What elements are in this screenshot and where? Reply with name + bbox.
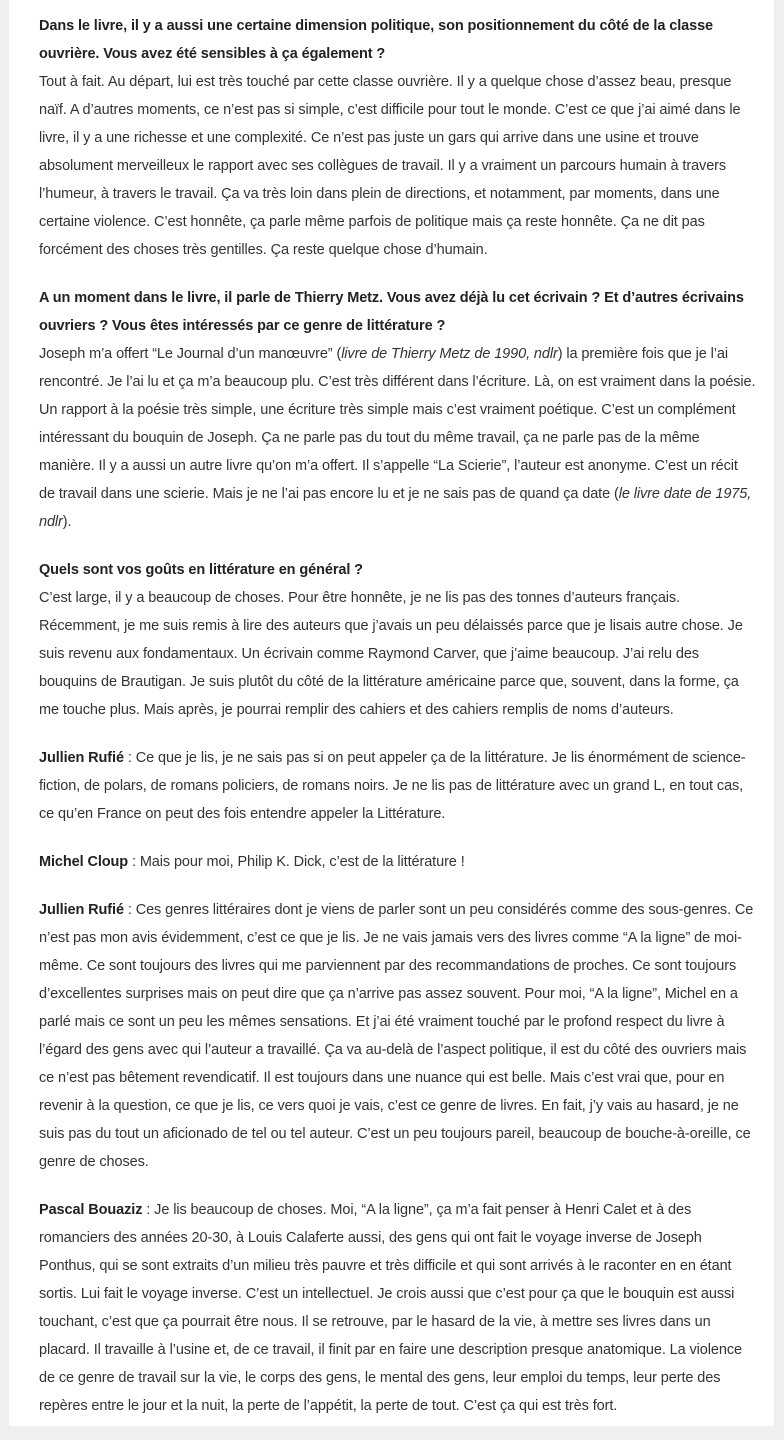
interview-question: Quels sont vos goûts en littérature en général ? — [39, 562, 363, 578]
interview-block — [39, 284, 756, 536]
interview-question: A un moment dans le livre, il parle de Thierry Metz. Vous avez déjà lu cet écrivain ? Et d’autres écrivains ouvriers ? Vous êtes intéressés par ce genre de littérature ? — [39, 290, 744, 334]
speaker-name: Jullien Rufié — [39, 750, 124, 766]
interview-answer-part: ). — [62, 514, 72, 530]
speaker-name: Pascal Bouaziz — [39, 1202, 143, 1218]
editor-note: le livre date de 1975, ndlr — [39, 486, 752, 530]
speaker-text: Mais pour moi, Philip K. Dick, c’est de la littérature ! — [139, 854, 465, 870]
interview-question: Dans le livre, il y a aussi une certaine dimension politique, son positionnement du côté de la classe ouvrière. Vous avez été sensibles à ça également ? — [39, 18, 714, 62]
article-body — [39, 12, 756, 1440]
dialogue-paragraph — [39, 848, 756, 876]
interview-block — [39, 12, 756, 264]
interview-answer-part: Joseph m’a offert “Le Journal d’un manœuvre” ( — [39, 346, 342, 362]
interview-answer: C’est large, il y a beaucoup de choses. Pour être honnête, je ne lis pas des tonnes d’auteurs français. Récemment, je me suis remis à lire des auteurs que j’avais un peu délaissés parce que je lisais autre chose. Je suis revenu aux fondamentaux. Un écrivain comme Raymond Carver, que j’aime beaucoup. J’ai relu des bouquins de Brautigan. Je suis plutôt du côté de la littérature américaine parce que, souvent, dans la forme, ça me touche plus. Mais après, je pourrai remplir des cahiers et des cahiers remplis de noms d’auteurs. — [39, 590, 743, 718]
article-page — [9, 0, 774, 1426]
speaker-name: Michel Cloup — [39, 854, 129, 870]
speaker-separator: : — [123, 902, 136, 918]
interview-answer-part: ) la première fois que je l’ai rencontré. Je l’ai lu et ça m’a beaucoup plu. C’est très différent dans l’écriture. Là, on est vraiment dans la poésie. Un rapport à la poésie très simple, une écriture très simple mais c’est vraiment poétique. C’est un complément intéressant du bouquin de Joseph. Ça ne parle pas du tout du même travail, ça ne parle pas de la même manière. Il y a aussi un autre livre qu’on m’a offert. Il s’appelle “La Scierie”, l’auteur est anonyme. C’est un récit de travail dans une scierie. Mais je ne l’ai pas encore lu et je ne sais pas de quand ça date ( — [39, 346, 756, 502]
speaker-text: Ces genres littéraires dont je viens de parler sont un peu considérés comme des sous-genres. Ce n’est pas mon avis évidemment, c’est ce que je lis. Je ne vais jamais vers des livres comme “A la ligne” de moi-même. Ce sont toujours des livres qui me parviennent par des recommandations de proches. Ce sont toujours d’excellentes surprises mais on peut dire que ça n’arrive pas assez souvent. Pour moi, “A la ligne”, Michel en a parlé mais ce sont un peu les mêmes sensations. Et j’ai été vraiment touché par le profond respect du livre à l’égard des gens avec qui l’auteur a travaillé. Ça va au-delà de l’aspect politique, il est du côté des ouvriers mais ce n’est pas bêtement revendicatif. Il est toujours dans une nuance qui est belle. Mais c’est vrai que, pour en revenir à la question, ce que je lis, ce vers quoi je vais, c’est ce genre de livres. En fait, j’y vais au hasard, je ne suis pas du tout un aficionado de tel ou tel auteur. C’est un peu toujours pareil, beaucoup de bouche-à-oreille, ce genre de choses. — [39, 902, 754, 1170]
speaker-separator: : — [123, 750, 136, 766]
speaker-separator: : — [142, 1202, 155, 1218]
dialogue-paragraph — [39, 1196, 756, 1420]
dialogue-paragraph — [39, 744, 756, 828]
speaker-separator: : — [128, 854, 140, 870]
interview-block — [39, 556, 756, 724]
editor-note: livre de Thierry Metz de 1990, ndlr — [341, 346, 558, 362]
dialogue-paragraph — [39, 896, 756, 1176]
speaker-text: Ce que je lis, je ne sais pas si on peut appeler ça de la littérature. Je lis énormément de science-fiction, de polars, de romans policiers, de romans noirs. Je ne lis pas de littérature avec un grand L, en tout cas, ce qu’en France on peut des fois entendre appeler la Littérature. — [39, 750, 746, 822]
speaker-text: Je lis beaucoup de choses. Moi, “A la ligne”, ça m’a fait penser à Henri Calet et à des romanciers des années 20-30, à Louis Calaferte aussi, des gens qui ont fait le voyage inverse de Joseph Ponthus, qui se sont extraits d’un milieu très pauvre et très difficile et qui sont arrivés à le raconter en en étant sortis. Lui fait le voyage inverse. C’est un intellectuel. Je crois aussi que c’est pour ça que le bouquin est aussi touchant, c’est que ça pourrait être nous. Il se retrouve, par le hasard de la vie, à mettre ses livres dans un placard. Il travaille à l’usine et, de ce travail, il finit par en faire une description presque anatomique. La violence de ce genre de travail sur la vie, le corps des gens, le mental des gens, leur emploi du temps, leur perte des repères entre le jour et la nuit, la perte de l’appétit, la perte de tout. C’est ça qui est très fort. — [39, 1202, 742, 1414]
interview-answer: Tout à fait. Au départ, lui est très touché par cette classe ouvrière. Il y a quelque chose d’assez beau, presque naïf. A d’autres moments, ce n’est pas si simple, c’est difficile pour tout le monde. C’est ce que j’ai aimé dans le livre, il y a une richesse et une complexité. Ce n’est pas juste un gars qui arrive dans une usine et trouve absolument merveilleux le rapport avec ses collègues de travail. Il y a vraiment un parcours humain à travers l’humeur, à travers le travail. Ça va très loin dans plein de directions, et notamment, par moments, dans une certaine violence. C’est honnête, ça parle même parfois de politique mais ça reste honnête. Ça ne dit pas forcément des choses très gentilles. Ça reste quelque chose d’humain. — [39, 74, 741, 258]
speaker-name: Jullien Rufié — [39, 902, 124, 918]
